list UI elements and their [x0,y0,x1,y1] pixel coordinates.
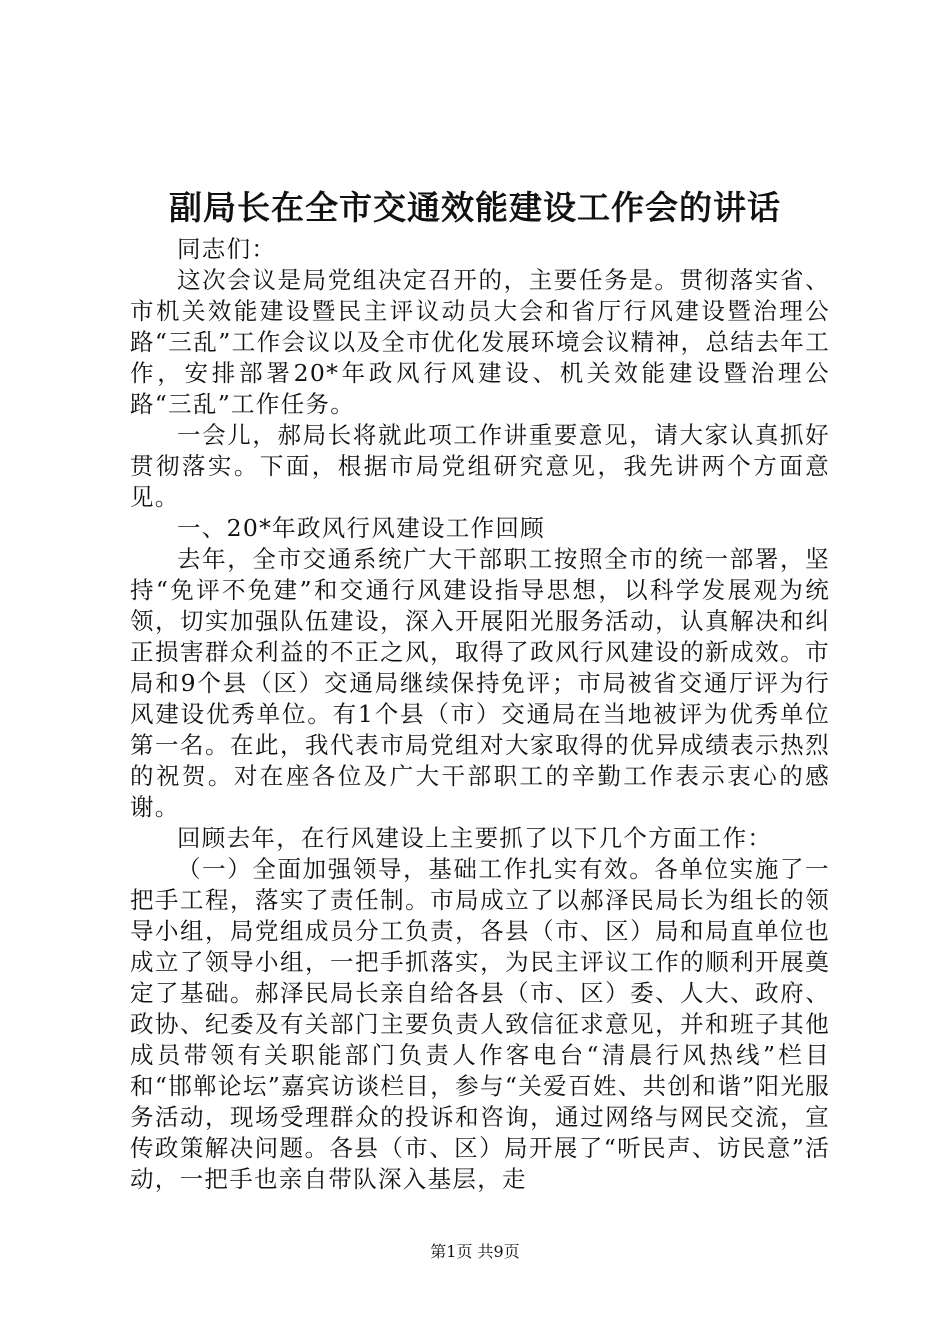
page-footer: 第1页 共9页 [430,1242,520,1261]
document-body [130,234,830,1195]
document-title: 副局长在全市交通效能建设工作会的讲话 [169,188,781,227]
body-paragraph: 这次会议是局党组决定召开的，主要任务是。贯彻落实省、市机关效能建设暨民主评议动员大会和省厅行风建设暨治理公路“三乱”工作会议以及全市优化发展环境会议精神，总结去年工作，安排部署20*年政风行风建设、机关效能建设暨治理公路“三乱”工作任务。 [130,266,830,418]
body-paragraph: 一会儿，郝局长将就此项工作讲重要意见，请大家认真抓好贯彻落实。下面，根据市局党组研究意见，我先讲两个方面意见。 [130,421,830,511]
section-heading: 一、20*年政风行风建设工作回顾 [177,514,545,542]
body-paragraph: （一）全面加强领导，基础工作扎实有效。各单位实施了一把手工程，落实了责任制。市局成立了以郝泽民局长为组长的领导小组，局党组成员分工负责，各县（市、区）局和局直单位也成立了领导小组，一把手抓落实，为民主评议工作的顺利开展奠定了基础。郝泽民局长亲自给各县（市、区）委、人大、政府、政协、纪委及有关部门主要负责人致信征求意见，并和班子其他成员带领有关职能部门负责人作客电台“清晨行风热线”栏目和“邯郸论坛”嘉宾访谈栏目，参与“关爱百姓、共创和谐”阳光服务活动，现场受理群众的投诉和咨询，通过网络与网民交流，宣传政策解决问题。各县（市、区）局开展了“听民声、访民意”活动，一把手也亲自带队深入基层，走 [130,855,830,1193]
salutation-paragraph: 同志们： [177,235,277,263]
body-paragraph: 回顾去年，在行风建设上主要抓了以下几个方面工作： [177,824,773,852]
body-paragraph: 去年，全市交通系统广大干部职工按照全市的统一部署，坚持“免评不免建”和交通行风建设指导思想，以科学发展观为统领，切实加强队伍建设，深入开展阳光服务活动，认真解决和纠正损害群众利益的不正之风，取得了政风行风建设的新成效。市局和9个县（区）交通局继续保持免评；市局被省交通厅评为行风建设优秀单位。有1个县（市）交通局在当地被评为优秀单位第一名。在此，我代表市局党组对大家取得的优异成绩表示热烈的祝贺。对在座各位及广大干部职工的辛勤工作表示衷心的感谢。 [130,545,830,821]
